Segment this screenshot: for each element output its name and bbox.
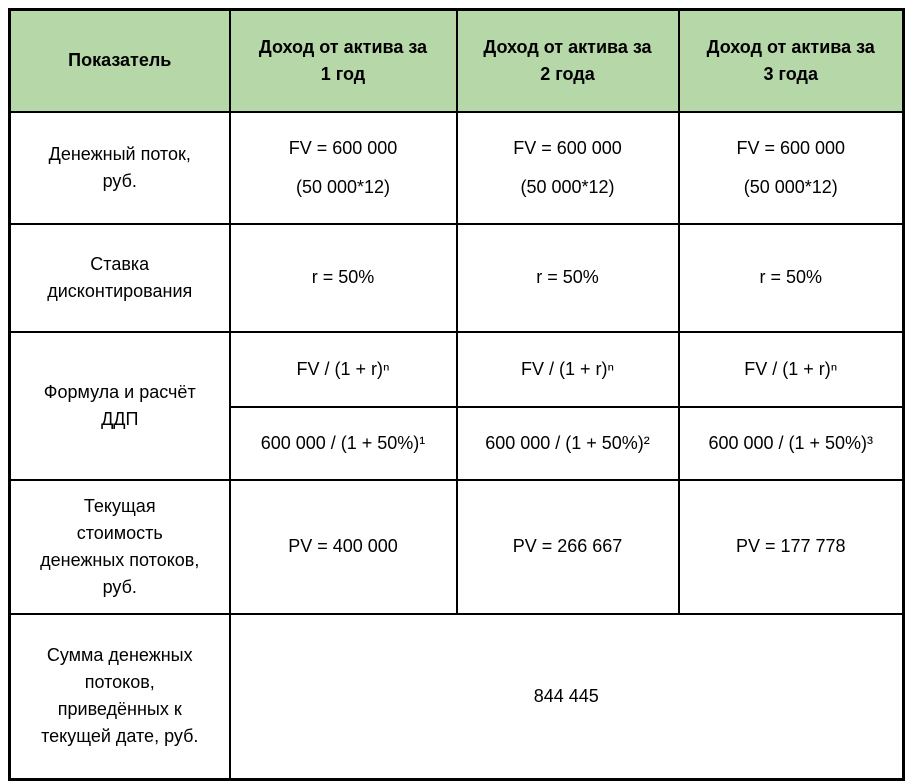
formula-label: Формула и расчёт ДДП — [10, 332, 230, 480]
calc-year1: 600 000 / (1 + 50%)¹ — [230, 407, 457, 480]
cash-flow-label: Денежный поток, руб. — [10, 112, 230, 224]
cash-flow-year3 — [679, 112, 904, 224]
cash-flow-year1-detail: (50 000*12) — [295, 176, 391, 197]
present-value-year2: PV = 266 667 — [457, 480, 679, 614]
row-cash-flow — [10, 112, 904, 224]
discount-rate-label: Ставка дисконтирования — [10, 224, 230, 332]
header-row — [10, 10, 904, 112]
discount-rate-year2: r = 50% — [457, 224, 679, 332]
formula-year2: FV / (1 + r)ⁿ — [457, 332, 679, 407]
cash-flow-year2 — [457, 112, 679, 224]
cash-flow-year3-fv: FV = 600 000 — [736, 137, 846, 158]
calc-year2: 600 000 / (1 + 50%)² — [457, 407, 679, 480]
row-total — [10, 614, 904, 780]
cash-flow-year1-fv: FV = 600 000 — [288, 137, 398, 158]
calc-year3: 600 000 / (1 + 50%)³ — [679, 407, 904, 480]
header-cell-year3: Доход от актива за 3 года — [679, 10, 904, 112]
cash-flow-year1 — [230, 112, 457, 224]
row-formula — [10, 332, 904, 407]
cash-flow-year2-detail: (50 000*12) — [520, 176, 615, 197]
row-discount-rate — [10, 224, 904, 332]
total-value: 844 445 — [230, 614, 904, 780]
discount-rate-year1: r = 50% — [230, 224, 457, 332]
header-cell-year1: Доход от актива за 1 год — [230, 10, 457, 112]
cash-flow-year3-detail: (50 000*12) — [743, 176, 838, 197]
discount-rate-year3: r = 50% — [679, 224, 904, 332]
formula-year3: FV / (1 + r)ⁿ — [679, 332, 904, 407]
present-value-label: Текущая стоимость денежных потоков, руб. — [10, 480, 230, 614]
total-label: Сумма денежных потоков, приведённых к текущей дате, руб. — [10, 614, 230, 780]
present-value-year3: PV = 177 778 — [679, 480, 904, 614]
row-present-value — [10, 480, 904, 614]
header-cell-year2: Доход от актива за 2 года — [457, 10, 679, 112]
dcf-table — [8, 8, 905, 781]
formula-year1: FV / (1 + r)ⁿ — [230, 332, 457, 407]
present-value-year1: PV = 400 000 — [230, 480, 457, 614]
header-cell-indicator: Показатель — [10, 10, 230, 112]
cash-flow-year2-fv: FV = 600 000 — [513, 137, 622, 158]
